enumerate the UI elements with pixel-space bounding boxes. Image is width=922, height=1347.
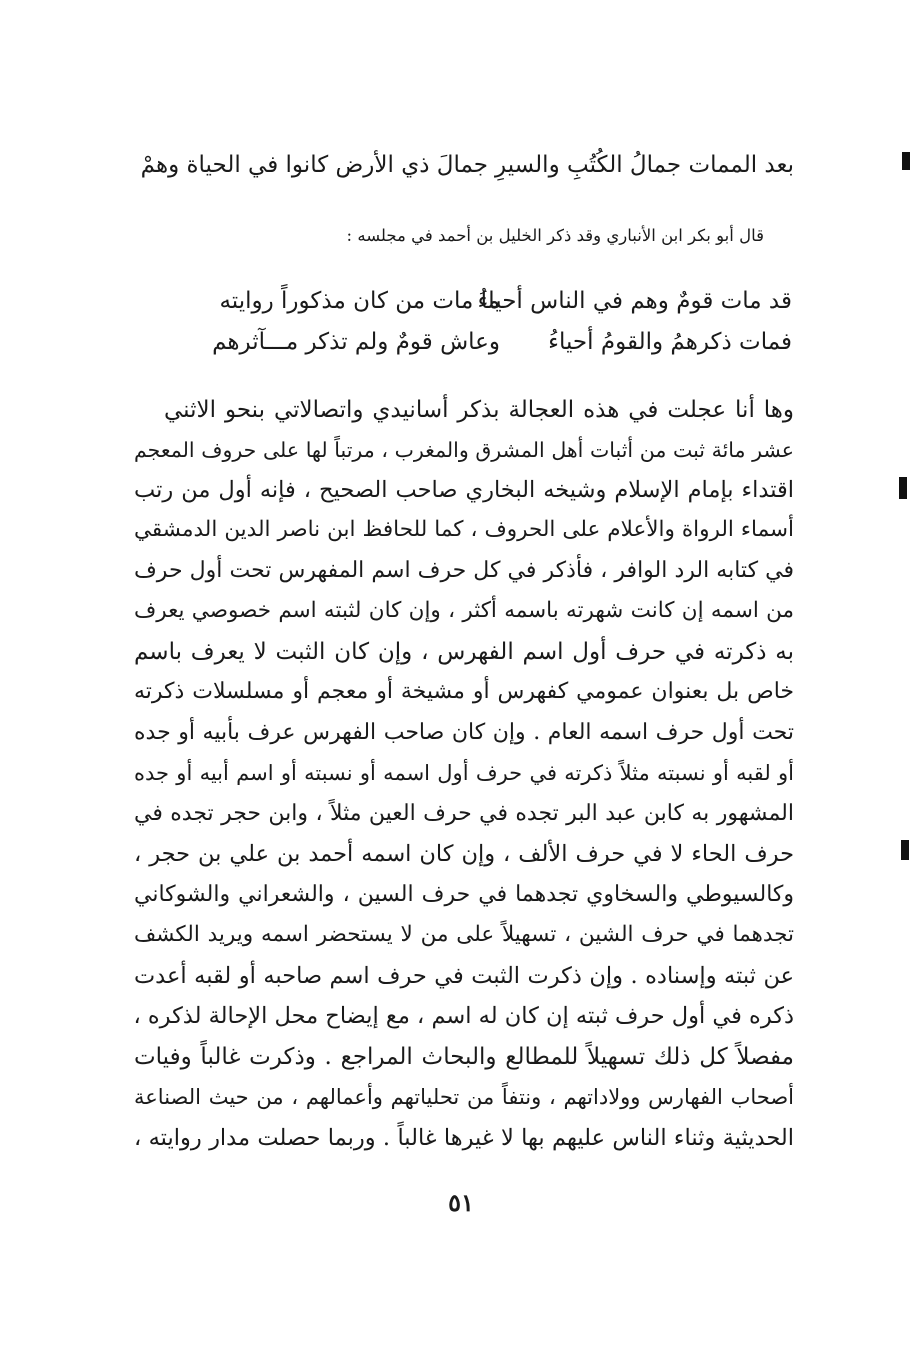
paragraph-line: من اسمه إن كانت شهرته باسمه أكثر ، وإن كان لثبته اسم خصوصي يعرف — [134, 598, 794, 623]
paragraph-line: وها أنا عجلت في هذه العجالة بذكر أسانيدي واتصالاتي بنحو الاثني — [164, 397, 794, 423]
paragraph-line: حرف الحاء لا في حرف الألف ، وإن كان اسمه أحمد بن علي بن حجر ، — [134, 841, 794, 867]
paragraph-line: به ذكرته في حرف أول اسم الفهرس ، وإن كان الثبت لا يعرف باسم — [134, 639, 794, 665]
paragraph-line: أسماء الرواة والأعلام على الحروف ، كما للحافظ ابن ناصر الدين الدمشقي — [134, 517, 794, 542]
verse-first-hemistich: وعاش قومٌ ولم تذكر مـــآثرهم — [212, 329, 500, 355]
paragraph-line: وكالسيوطي والسخاوي تجدهما في حرف السين ، والشعراني والشوكاني — [134, 882, 794, 907]
paragraph-line: اقتداء بإمام الإسلام وشيخه البخاري صاحب الصحيح ، فإنه أول من رتب — [134, 477, 794, 503]
paragraph-line: عشر مائة ثبت من أثبات أهل المشرق والمغرب ، مرتباً لها على حروف المعجم — [134, 438, 794, 462]
scan-mark — [902, 152, 910, 170]
scan-mark — [901, 840, 909, 860]
paragraph-line: تجدهما في حرف الشين ، تسهيلاً على من لا يستحضر اسمه ويريد الكشف — [134, 922, 794, 947]
paragraph-line: في كتابه الرد الوافر ، فأذكر في كل حرف اسم المفهرس تحت أول حرف — [134, 558, 794, 583]
paragraph-line: خاص بل بعنوان عمومي كفهرس أو مشيخة أو معجم أو مسلسلات ذكرته — [134, 679, 794, 704]
intro-line: قال أبو بكر ابن الأنباري وقد ذكر الخليل بن أحمد في مجلسه : — [346, 226, 764, 245]
verse-top-second-hemistich: بعد الممات جمالُ الكُتُبِ والسيرِ — [495, 152, 794, 178]
page-number: ٥١ — [448, 1188, 474, 1217]
paragraph-line: تحت أول حرف اسمه العام . وإن كان صاحب الفهرس عرف بأبيه أو جده — [134, 720, 794, 745]
paragraph-line: المشهور به كابن عبد البر تجده في حرف العين مثلاً ، وابن حجر تجده في — [134, 801, 794, 826]
verse-second-hemistich: فمات ذكرهمُ والقومُ أحياءُ — [548, 329, 792, 355]
paragraph-line: الحديثية وثناء الناس عليهم بها لا غيرها غالباً . وربما حصلت مدار روايته ، — [134, 1125, 794, 1151]
verse-second-hemistich: قد مات قومٌ وهم في الناس أحياءُ — [477, 288, 792, 314]
paragraph-line: عن ثبته وإسناده . وإن ذكرت الثبت في حرف اسم صاحبه أو لقبه أعدت — [134, 963, 794, 989]
scan-mark — [899, 477, 907, 499]
paragraph-line: أصحاب الفهارس وولاداتهم ، ونتفاً من تحلياتهم وأعمالهم ، من حيث الصناعة — [134, 1085, 794, 1109]
verse-top-first-hemistich: جمالَ ذي الأرض كانوا في الحياة وهمْ — [140, 152, 488, 178]
paragraph-line: أو لقبه أو نسبته مثلاً ذكرته في حرف أول اسمه أو نسبته أو اسم أبيه أو جده — [134, 761, 794, 785]
verse-first-hemistich: ما مات من كان مذكوراً روايته — [219, 288, 500, 314]
paragraph-line: مفصلاً كل ذلك تسهيلاً للمطالع والبحاث المراجع . وذكرت غالباً وفيات — [134, 1044, 794, 1070]
paragraph-line: ذكره في أول حرف ثبته إن كان له اسم ، مع إيضاح محل الإحالة لذكره ، — [133, 1003, 794, 1029]
